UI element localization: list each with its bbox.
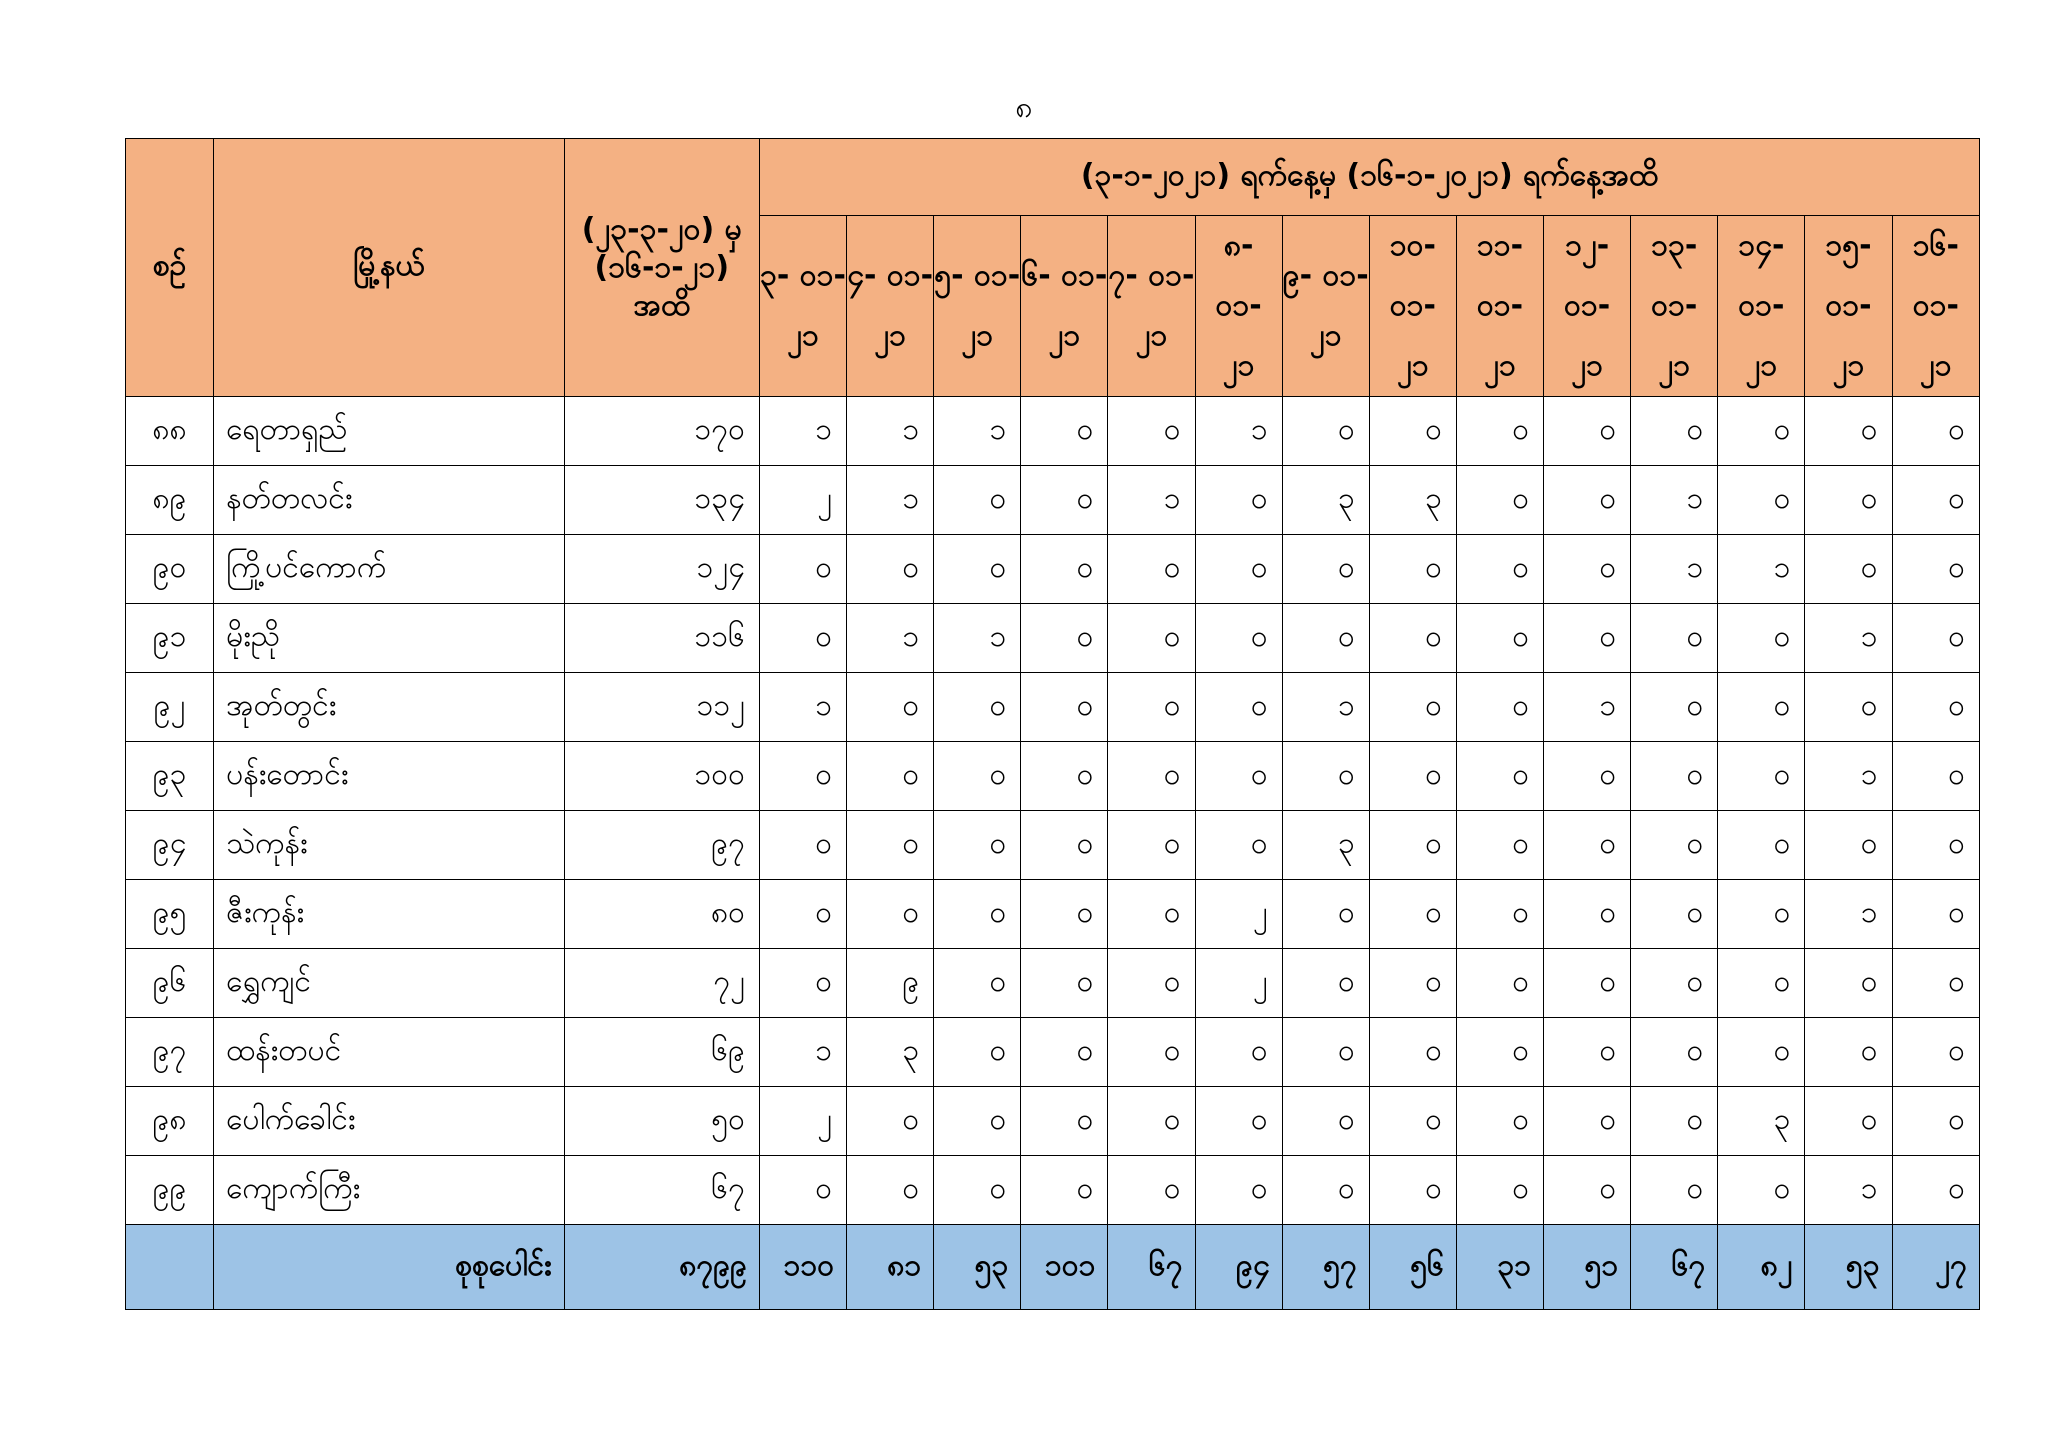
day-count-cell: ၀	[934, 1018, 1021, 1087]
cumulative-cell: ၁၇၀	[564, 397, 759, 466]
day-count-cell: ၀	[1456, 949, 1543, 1018]
day-count-cell: ၀	[1544, 1018, 1631, 1087]
header-date: ၁၃- ၀၁- ၂၁	[1631, 216, 1718, 397]
header-date: ၆- ၀၁- ၂၁	[1021, 216, 1108, 397]
totals-day-cell: ၅၁	[1544, 1225, 1631, 1310]
day-count-cell: ၀	[1805, 1018, 1892, 1087]
day-count-cell: ၀	[1456, 397, 1543, 466]
day-count-cell: ၂	[1195, 880, 1282, 949]
day-count-cell: ၀	[847, 673, 934, 742]
day-count-cell: ၀	[1282, 397, 1369, 466]
day-count-cell: ၀	[934, 466, 1021, 535]
totals-day-cell: ၈၂	[1718, 1225, 1805, 1310]
day-count-cell: ၉	[847, 949, 934, 1018]
day-count-cell: ၀	[1456, 1018, 1543, 1087]
day-count-cell: ၀	[1718, 880, 1805, 949]
day-count-cell: ၀	[1369, 604, 1456, 673]
day-count-cell: ၀	[1282, 880, 1369, 949]
header-date: ၁၄- ၀၁- ၂၁	[1718, 216, 1805, 397]
totals-day-cell: ၃၁	[1456, 1225, 1543, 1310]
day-count-cell: ၀	[1718, 811, 1805, 880]
covid-cases-table	[125, 138, 1980, 1310]
day-count-cell: ၀	[1805, 811, 1892, 880]
serial-cell: ၉၇	[126, 1018, 214, 1087]
header-date: ၁၆- ၀၁- ၂၁	[1892, 216, 1979, 397]
header-cumulative: (၂၃-၃-၂၀) မှ (၁၆-၁-၂၁) အထိ	[564, 139, 759, 397]
day-count-cell: ၀	[1456, 604, 1543, 673]
day-count-cell: ၀	[847, 742, 934, 811]
day-count-cell: ၀	[1544, 811, 1631, 880]
day-count-cell: ၀	[1108, 673, 1195, 742]
day-count-cell: ၀	[1892, 949, 1979, 1018]
day-count-cell: ၀	[934, 949, 1021, 1018]
day-count-cell: ၀	[759, 742, 846, 811]
totals-day-cell: ၅၃	[934, 1225, 1021, 1310]
day-count-cell: ၁	[934, 604, 1021, 673]
totals-day-cell: ၁၀၁	[1021, 1225, 1108, 1310]
table-row	[126, 1018, 1980, 1087]
day-count-cell: ၀	[934, 535, 1021, 604]
day-count-cell: ၁	[759, 397, 846, 466]
cumulative-cell: ၁၁၂	[564, 673, 759, 742]
table-row	[126, 673, 1980, 742]
day-count-cell: ၀	[759, 1156, 846, 1225]
day-count-cell: ၀	[847, 880, 934, 949]
table-row	[126, 1087, 1980, 1156]
day-count-cell: ၀	[1718, 466, 1805, 535]
day-count-cell: ၃	[1718, 1087, 1805, 1156]
day-count-cell: ၀	[1718, 397, 1805, 466]
day-count-cell: ၁	[1805, 604, 1892, 673]
day-count-cell: ၀	[1195, 1018, 1282, 1087]
day-count-cell: ၀	[1369, 673, 1456, 742]
day-count-cell: ၁	[1544, 673, 1631, 742]
day-count-cell: ၀	[1805, 949, 1892, 1018]
table-row	[126, 535, 1980, 604]
day-count-cell: ၀	[1369, 949, 1456, 1018]
day-count-cell: ၀	[1892, 604, 1979, 673]
day-count-cell: ၁	[847, 466, 934, 535]
day-count-cell: ၀	[1195, 1087, 1282, 1156]
day-count-cell: ၀	[1892, 880, 1979, 949]
totals-day-cell: ၁၁၀	[759, 1225, 846, 1310]
day-count-cell: ၀	[1892, 811, 1979, 880]
township-cell: မိုးညို	[214, 604, 565, 673]
day-count-cell: ၃	[1282, 466, 1369, 535]
day-count-cell: ၀	[1456, 535, 1543, 604]
day-count-cell: ၀	[1108, 811, 1195, 880]
day-count-cell: ၀	[1456, 1156, 1543, 1225]
day-count-cell: ၀	[1369, 535, 1456, 604]
serial-cell: ၉၂	[126, 673, 214, 742]
day-count-cell: ၀	[1544, 466, 1631, 535]
day-count-cell: ၀	[1282, 949, 1369, 1018]
day-count-cell: ၀	[1282, 1018, 1369, 1087]
cumulative-cell: ၁၀၀	[564, 742, 759, 811]
header-date: ၇- ၀၁- ၂၁	[1108, 216, 1195, 397]
day-count-cell: ၀	[934, 1156, 1021, 1225]
day-count-cell: ၀	[1195, 466, 1282, 535]
table-row	[126, 397, 1980, 466]
day-count-cell: ၀	[1718, 1156, 1805, 1225]
township-cell: ကြို့ပင်ကောက်	[214, 535, 565, 604]
township-cell: ထန်းတပင်	[214, 1018, 565, 1087]
day-count-cell: ၀	[1369, 1087, 1456, 1156]
day-count-cell: ၀	[1456, 1087, 1543, 1156]
day-count-cell: ၂	[1195, 949, 1282, 1018]
township-cell: သဲကုန်း	[214, 811, 565, 880]
totals-label: စုစုပေါင်း	[214, 1225, 565, 1310]
cumulative-cell: ၆၉	[564, 1018, 759, 1087]
day-count-cell: ၁	[847, 604, 934, 673]
serial-cell: ၉၉	[126, 1156, 214, 1225]
township-cell: ကျောက်ကြီး	[214, 1156, 565, 1225]
day-count-cell: ၀	[1282, 535, 1369, 604]
day-count-cell: ၀	[1282, 604, 1369, 673]
page-number: ၈	[1015, 90, 1033, 125]
day-count-cell: ၀	[1021, 742, 1108, 811]
day-count-cell: ၁	[847, 397, 934, 466]
day-count-cell: ၀	[1369, 811, 1456, 880]
totals-day-cell: ၉၄	[1195, 1225, 1282, 1310]
day-count-cell: ၀	[1631, 1018, 1718, 1087]
day-count-cell: ၀	[1108, 949, 1195, 1018]
day-count-cell: ၀	[1021, 1087, 1108, 1156]
cumulative-cell: ၉၇	[564, 811, 759, 880]
day-count-cell: ၀	[1805, 673, 1892, 742]
day-count-cell: ၀	[1892, 742, 1979, 811]
header-date: ၃- ၀၁- ၂၁	[759, 216, 846, 397]
day-count-cell: ၀	[1108, 1087, 1195, 1156]
serial-cell: ၉၅	[126, 880, 214, 949]
day-count-cell: ၀	[1805, 397, 1892, 466]
header-date: ၁၅- ၀၁- ၂၁	[1805, 216, 1892, 397]
day-count-cell: ၁	[1805, 1156, 1892, 1225]
table-row	[126, 1156, 1980, 1225]
day-count-cell: ၁	[1718, 535, 1805, 604]
day-count-cell: ၀	[1369, 397, 1456, 466]
day-count-cell: ၀	[1108, 604, 1195, 673]
day-count-cell: ၀	[1021, 604, 1108, 673]
day-count-cell: ၀	[1021, 673, 1108, 742]
cumulative-cell: ၁၃၄	[564, 466, 759, 535]
day-count-cell: ၀	[1544, 535, 1631, 604]
table-row	[126, 811, 1980, 880]
day-count-cell: ၀	[1108, 1156, 1195, 1225]
township-cell: ရေတာရှည်	[214, 397, 565, 466]
day-count-cell: ၀	[1282, 1156, 1369, 1225]
header-date: ၁၂- ၀၁- ၂၁	[1544, 216, 1631, 397]
day-count-cell: ၀	[1544, 604, 1631, 673]
day-count-cell: ၃	[847, 1018, 934, 1087]
day-count-cell: ၀	[1631, 880, 1718, 949]
day-count-cell: ၀	[759, 811, 846, 880]
table-row	[126, 880, 1980, 949]
day-count-cell: ၀	[1544, 880, 1631, 949]
day-count-cell: ၀	[1718, 949, 1805, 1018]
header-period: (၃-၁-၂၀၂၁) ရက်နေ့မှ (၁၆-၁-၂၀၂၁) ရက်နေ့အထိ	[759, 139, 1979, 216]
cumulative-cell: ၅၀	[564, 1087, 759, 1156]
header-date: ၈- ၀၁- ၂၁	[1195, 216, 1282, 397]
day-count-cell: ၀	[1195, 811, 1282, 880]
day-count-cell: ၀	[934, 880, 1021, 949]
table-row	[126, 604, 1980, 673]
day-count-cell: ၀	[1108, 535, 1195, 604]
day-count-cell: ၀	[1631, 1156, 1718, 1225]
day-count-cell: ၂	[759, 1087, 846, 1156]
day-count-cell: ၀	[1544, 1087, 1631, 1156]
header-township: မြို့နယ်	[214, 139, 565, 397]
day-count-cell: ၀	[1021, 1018, 1108, 1087]
day-count-cell: ၀	[1631, 1087, 1718, 1156]
serial-cell: ၉၄	[126, 811, 214, 880]
day-count-cell: ၀	[1021, 397, 1108, 466]
header-date: ၄- ၀၁- ၂၁	[847, 216, 934, 397]
day-count-cell: ၀	[1892, 397, 1979, 466]
day-count-cell: ၀	[1805, 535, 1892, 604]
day-count-cell: ၀	[934, 1087, 1021, 1156]
day-count-cell: ၀	[1021, 949, 1108, 1018]
totals-day-cell: ၅၃	[1805, 1225, 1892, 1310]
totals-day-cell: ၂၇	[1892, 1225, 1979, 1310]
day-count-cell: ၁	[1108, 466, 1195, 535]
day-count-cell: ၁	[1805, 742, 1892, 811]
day-count-cell: ၀	[1282, 742, 1369, 811]
township-cell: ပေါက်ခေါင်း	[214, 1087, 565, 1156]
cumulative-cell: ၈၀	[564, 880, 759, 949]
day-count-cell: ၀	[1108, 1018, 1195, 1087]
day-count-cell: ၀	[1021, 811, 1108, 880]
cumulative-cell: ၁၁၆	[564, 604, 759, 673]
day-count-cell: ၀	[1544, 397, 1631, 466]
header-date: ၅- ၀၁- ၂၁	[934, 216, 1021, 397]
day-count-cell: ၀	[1021, 466, 1108, 535]
day-count-cell: ၀	[934, 742, 1021, 811]
totals-day-cell: ၆၇	[1631, 1225, 1718, 1310]
day-count-cell: ၀	[1892, 535, 1979, 604]
day-count-cell: ၁	[759, 1018, 846, 1087]
day-count-cell: ၃	[1369, 466, 1456, 535]
day-count-cell: ၀	[759, 535, 846, 604]
township-cell: ရွှေကျင်	[214, 949, 565, 1018]
totals-day-cell: ၆၇	[1108, 1225, 1195, 1310]
day-count-cell: ၀	[847, 535, 934, 604]
day-count-cell: ၀	[1631, 949, 1718, 1018]
table-row	[126, 466, 1980, 535]
day-count-cell: ၀	[1369, 1156, 1456, 1225]
township-cell: ပန်းတောင်း	[214, 742, 565, 811]
day-count-cell: ၀	[1718, 604, 1805, 673]
totals-blank-cell	[126, 1225, 214, 1310]
day-count-cell: ၀	[1369, 1018, 1456, 1087]
day-count-cell: ၀	[1195, 1156, 1282, 1225]
day-count-cell: ၀	[1631, 673, 1718, 742]
totals-cumulative: ၈၇၉၉	[564, 1225, 759, 1310]
day-count-cell: ၀	[759, 880, 846, 949]
day-count-cell: ၀	[1108, 742, 1195, 811]
totals-row	[126, 1225, 1980, 1310]
day-count-cell: ၀	[1456, 880, 1543, 949]
day-count-cell: ၁	[1282, 673, 1369, 742]
serial-cell: ၈၈	[126, 397, 214, 466]
serial-cell: ၉၈	[126, 1087, 214, 1156]
day-count-cell: ၀	[1282, 1087, 1369, 1156]
serial-cell: ၉၃	[126, 742, 214, 811]
day-count-cell: ၀	[1108, 880, 1195, 949]
day-count-cell: ၀	[847, 811, 934, 880]
day-count-cell: ၀	[1631, 397, 1718, 466]
day-count-cell: ၁	[934, 397, 1021, 466]
day-count-cell: ၀	[934, 811, 1021, 880]
totals-day-cell: ၈၁	[847, 1225, 934, 1310]
day-count-cell: ၀	[1631, 742, 1718, 811]
day-count-cell: ၀	[1021, 880, 1108, 949]
day-count-cell: ၀	[759, 949, 846, 1018]
header-date: ၁၀- ၀၁- ၂၁	[1369, 216, 1456, 397]
cumulative-cell: ၁၂၄	[564, 535, 759, 604]
cumulative-cell: ၆၇	[564, 1156, 759, 1225]
day-count-cell: ၀	[847, 1087, 934, 1156]
day-count-cell: ၁	[1805, 880, 1892, 949]
day-count-cell: ၀	[1108, 397, 1195, 466]
totals-day-cell: ၅၆	[1369, 1225, 1456, 1310]
day-count-cell: ၀	[1195, 604, 1282, 673]
day-count-cell: ၀	[1456, 673, 1543, 742]
day-count-cell: ၀	[1718, 673, 1805, 742]
header-date: ၉- ၀၁- ၂၁	[1282, 216, 1369, 397]
day-count-cell: ၀	[1369, 880, 1456, 949]
header-serial: စဉ်	[126, 139, 214, 397]
day-count-cell: ၀	[1456, 811, 1543, 880]
day-count-cell: ၀	[1805, 1087, 1892, 1156]
day-count-cell: ၀	[1631, 811, 1718, 880]
day-count-cell: ၀	[1021, 535, 1108, 604]
day-count-cell: ၀	[759, 604, 846, 673]
day-count-cell: ၀	[1892, 1087, 1979, 1156]
day-count-cell: ၁	[1195, 397, 1282, 466]
township-cell: ဇီးကုန်း	[214, 880, 565, 949]
day-count-cell: ၀	[1544, 949, 1631, 1018]
serial-cell: ၈၉	[126, 466, 214, 535]
day-count-cell: ၀	[934, 673, 1021, 742]
serial-cell: ၉၁	[126, 604, 214, 673]
day-count-cell: ၃	[1282, 811, 1369, 880]
day-count-cell: ၀	[1718, 1018, 1805, 1087]
day-count-cell: ၀	[1892, 673, 1979, 742]
day-count-cell: ၀	[1892, 466, 1979, 535]
serial-cell: ၉၀	[126, 535, 214, 604]
township-cell: နတ်တလင်း	[214, 466, 565, 535]
day-count-cell: ၀	[1369, 742, 1456, 811]
day-count-cell: ၀	[1456, 466, 1543, 535]
table-row	[126, 742, 1980, 811]
day-count-cell: ၀	[1805, 466, 1892, 535]
day-count-cell: ၁	[759, 673, 846, 742]
day-count-cell: ၀	[1544, 1156, 1631, 1225]
table-body	[126, 397, 1980, 1310]
totals-day-cell: ၅၇	[1282, 1225, 1369, 1310]
cumulative-cell: ၇၂	[564, 949, 759, 1018]
day-count-cell: ၁	[1631, 466, 1718, 535]
serial-cell: ၉၆	[126, 949, 214, 1018]
day-count-cell: ၂	[759, 466, 846, 535]
day-count-cell: ၀	[1456, 742, 1543, 811]
day-count-cell: ၁	[1631, 535, 1718, 604]
day-count-cell: ၀	[1892, 1156, 1979, 1225]
day-count-cell: ၀	[1195, 742, 1282, 811]
township-cell: အုတ်တွင်း	[214, 673, 565, 742]
table-row	[126, 949, 1980, 1018]
day-count-cell: ၀	[1195, 535, 1282, 604]
day-count-cell: ၀	[1892, 1018, 1979, 1087]
day-count-cell: ၀	[1021, 1156, 1108, 1225]
day-count-cell: ၀	[1718, 742, 1805, 811]
day-count-cell: ၀	[1544, 742, 1631, 811]
header-date: ၁၁- ၀၁- ၂၁	[1456, 216, 1543, 397]
day-count-cell: ၀	[847, 1156, 934, 1225]
day-count-cell: ၀	[1631, 604, 1718, 673]
day-count-cell: ၀	[1195, 673, 1282, 742]
